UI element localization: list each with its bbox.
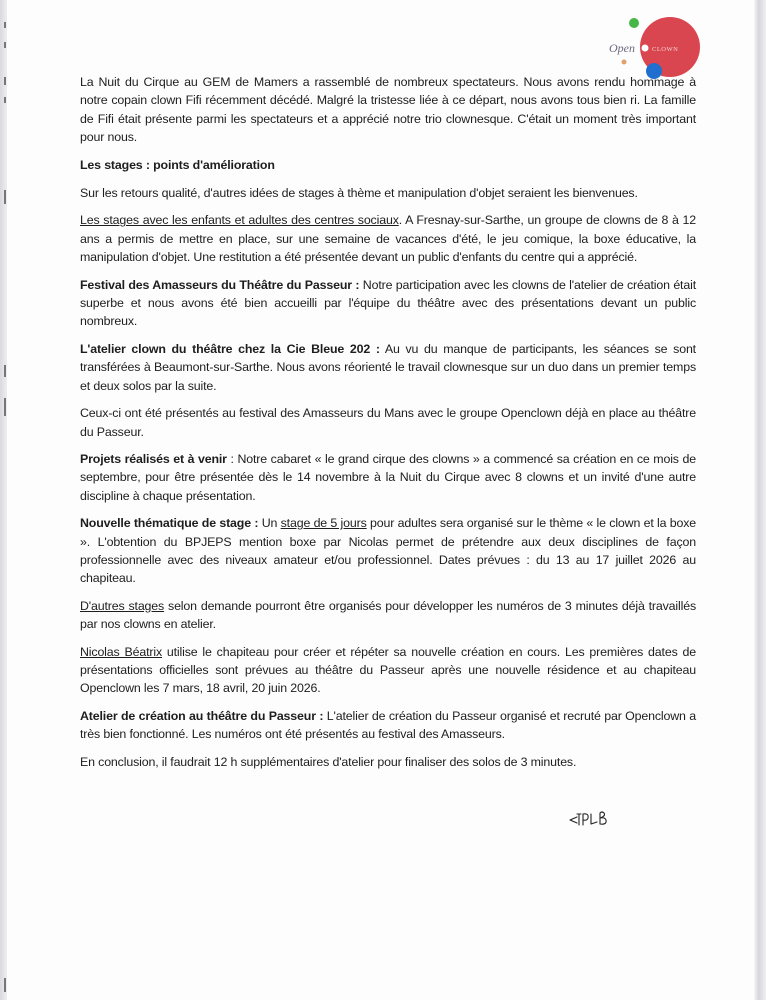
scan-mark bbox=[4, 77, 6, 85]
document-body bbox=[80, 73, 696, 780]
logo-orange-dot bbox=[622, 60, 627, 65]
paragraph-atelier-creation: Atelier de création au théâtre du Passeur : L'atelier de création du Passeur organisé et recruté par Openclown a très bien fonctionné. Les numéros ont été présentés au festival des Amasseurs. bbox=[80, 708, 696, 742]
logo-white-dot bbox=[642, 45, 649, 52]
section-heading-stages: Les stages : points d'amélioration bbox=[80, 157, 275, 172]
scan-mark bbox=[4, 398, 6, 416]
openclown-logo bbox=[600, 12, 700, 82]
paragraph-autres-stages: D'autres stages selon demande pourront être organisés pour développer les numéros de 3 minutes déjà travaillés par nos clowns en atelier. bbox=[80, 598, 696, 632]
paragraph-nicolas-beatrix: Nicolas Béatrix utilise le chapiteau pour créer et répéter sa nouvelle création en cours. Les premières dates de présentations officielles sont prévues au théâtre du Passeur après une nouvelle résidence et au chapiteau Openclown les 7 mars, 18 avril, 20 juin 2026. bbox=[80, 644, 696, 696]
paragraph-centres-sociaux: Les stages avec les enfants et adultes des centres sociaux. A Fresnay-sur-Sarthe, un groupe de clowns de 8 à 12 ans a permis de mettre en place, sur une semaine de vacances d'été, le jeu comique, la boxe éducative, la manipulation d'objet. Une restitution a été présentée devant un public d'enfants du centre qui a apprécié. bbox=[80, 213, 696, 265]
paragraph-nuit-du-cirque: La Nuit du Cirque au GEM de Mamers a rassemblé de nombreux spectateurs. Nous avons rendu hommage à notre copain clown Fifi récemment décédé. Malgré la tristesse liée à ce départ, nous avons tous bien ri. La famille de Fifi était présente parmi les spectateurs et a apprécié notre trio clownesque. C'était un moment très important pour nous. bbox=[80, 75, 696, 145]
paragraph-festival-amasseurs: Festival des Amasseurs du Théâtre du Passeur : Notre participation avec les clowns de l'atelier de création était superbe et nous avons été bien accueilli par l'équipe du théâtre avec des présentations devant un public nombreux. bbox=[80, 277, 696, 329]
logo-text-clown: CLOWN bbox=[652, 46, 679, 53]
scan-mark bbox=[4, 365, 6, 377]
scan-mark bbox=[4, 978, 6, 992]
scan-mark bbox=[4, 97, 6, 103]
logo-green-dot bbox=[629, 18, 639, 28]
logo-text-open: Open bbox=[609, 41, 635, 55]
paragraph-retours-qualite: Sur les retours qualité, d'autres idées de stages à thème et manipulation d'objet seraient les bienvenues. bbox=[80, 186, 638, 201]
scan-left-edge bbox=[0, 0, 7, 1000]
scan-mark bbox=[4, 22, 6, 28]
scan-right-edge bbox=[754, 0, 766, 1000]
handwritten-signature bbox=[567, 805, 617, 831]
scan-mark bbox=[4, 42, 6, 48]
paragraph-projets: Projets réalisés et à venir : Notre cabaret « le grand cirque des clowns » a commencé sa création en ce mois de septembre, pour être présentée dès le 14 novembre à la Nuit du Cirque avec 8 clowns et un invité d'une autre discipline à chaque présentation. bbox=[80, 451, 696, 503]
paragraph-cie-bleue: L'atelier clown du théâtre chez la Cie Bleue 202 : Au vu du manque de participants, les séances se sont transférées à Beaumont-sur-Sarthe. Nous avons réorienté le travail clownesque sur un duo dans un premier temps et deux solos par la suite. bbox=[80, 341, 696, 393]
paragraph-conclusion: En conclusion, il faudrait 12 h supplémentaires d'atelier pour finaliser des solos de 3 minutes. bbox=[80, 754, 577, 769]
scan-mark bbox=[4, 190, 6, 204]
paragraph-nouvelle-thematique: Nouvelle thématique de stage : Un stage de 5 jours pour adultes sera organisé sur le thème « le clown et la boxe ». L'obtention du BPJEPS mention boxe par Nicolas permet de prétendre aux deux disciplines de façon professionnelle avec des niveaux amateur et/ou professionnel. Dates prévues : du 13 au 17 juillet 2026 au chapiteau. bbox=[80, 516, 696, 586]
paragraph-ceux-ci: Ceux-ci ont été présentés au festival des Amasseurs du Mans avec le groupe Openclown déjà en place au théâtre du Passeur. bbox=[80, 406, 696, 439]
